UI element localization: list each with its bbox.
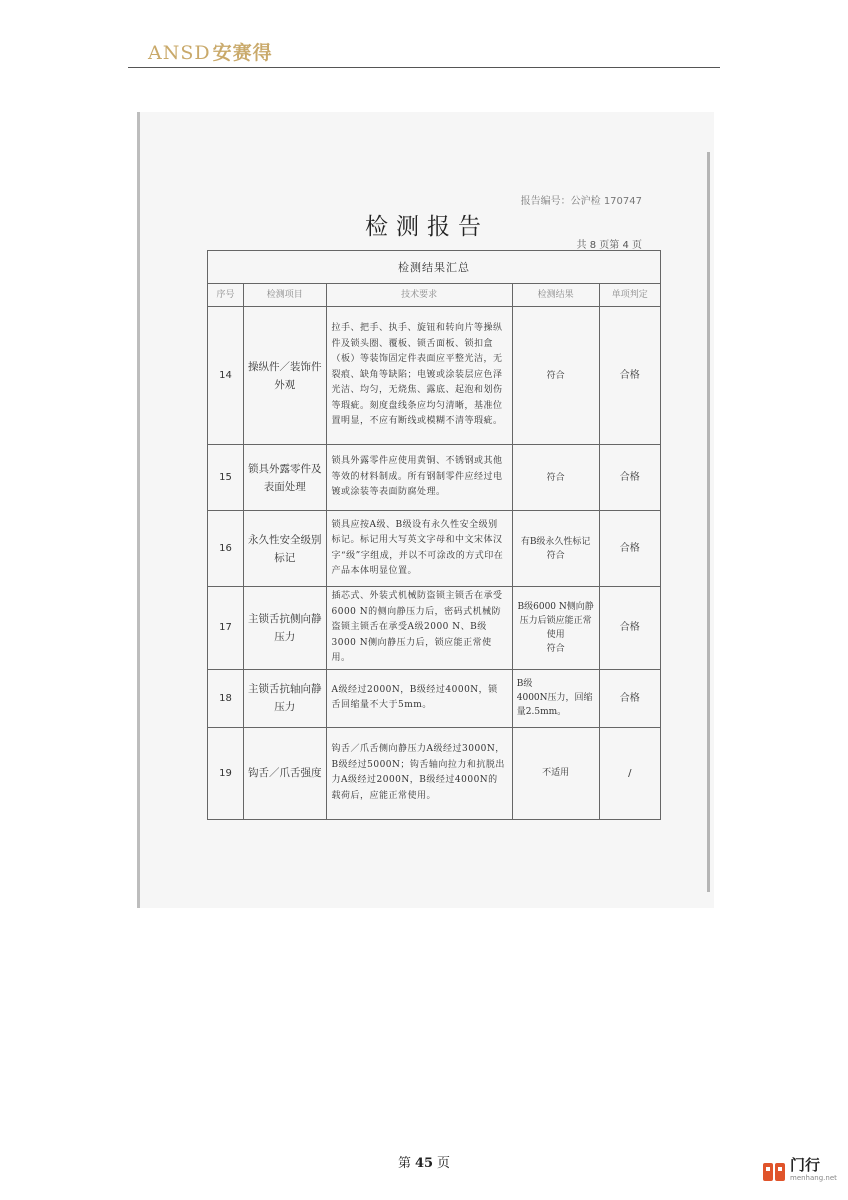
test-item: 主锁舌抗侧向静压力 — [243, 587, 326, 670]
report-title: 检测报告 — [365, 214, 489, 240]
brand-latin: ANSD — [148, 42, 211, 64]
table-row — [208, 669, 661, 727]
technical-requirement: 锁具应按A级、B级设有永久性安全级别标记。标记用大写英文字母和中文宋体汉字“级”字组成，并以不可涂改的方式印在产品本体明显位置。 — [326, 511, 512, 587]
footer-prefix: 第 — [397, 1156, 411, 1171]
verdict: 合格 — [599, 587, 660, 670]
table-header-row — [208, 284, 661, 307]
verdict: 合格 — [599, 669, 660, 727]
scanned-report-image — [137, 112, 714, 908]
row-number: 19 — [208, 727, 244, 819]
footer-suffix: 页 — [437, 1156, 451, 1171]
watermark-en: menhang.net — [790, 1174, 837, 1182]
column-header: 技术要求 — [326, 284, 512, 307]
technical-requirement: 拉手、把手、执手、旋钮和转向片等操纵件及锁头圈、覆板、锁舌面板、锁扣盒（板）等装饰固定件表面应平整光洁，无裂痕、缺角等缺陷；电镀或涂装层应色泽光洁、均匀，无烧焦、露底、起泡和划伤等瑕疵。刻度盘线条应均匀清晰，基准位置明显，不应有断线或模糊不清等瑕疵。 — [326, 307, 512, 445]
header-divider — [128, 67, 720, 68]
technical-requirement: 插芯式、外装式机械防盗锁主锁舌在承受6000 N的侧向静压力后，密码式机械防盗锁主锁舌在承受A级2000 N、B级3000 N侧向静压力后，锁应能正常使用。 — [326, 587, 512, 670]
test-item: 主锁舌抗轴向静压力 — [243, 669, 326, 727]
table-row — [208, 307, 661, 445]
page-count: 共 8 页第 4 页 — [576, 240, 642, 251]
test-item: 钩舌／爪舌强度 — [243, 727, 326, 819]
test-result: 符合 — [512, 445, 599, 511]
summary-title: 检测结果汇总 — [208, 251, 661, 284]
column-header: 检测项目 — [243, 284, 326, 307]
menhang-watermark — [762, 1158, 837, 1185]
row-number: 15 — [208, 445, 244, 511]
verdict: 合格 — [599, 445, 660, 511]
page-footer — [0, 1152, 848, 1171]
watermark-cn: 门行 — [790, 1156, 821, 1174]
row-number: 14 — [208, 307, 244, 445]
test-result: 符合 — [512, 307, 599, 445]
test-result: B级6000 N侧向静压力后锁应能正常使用 符合 — [512, 587, 599, 670]
test-result: 有B级永久性标记 符合 — [512, 511, 599, 587]
brand-chinese: 安赛得 — [212, 42, 273, 64]
test-result: B级 4000N压力，回缩量2.5mm。 — [512, 669, 599, 727]
column-header: 序号 — [208, 284, 244, 307]
test-item: 永久性安全级别标记 — [243, 511, 326, 587]
brand-logo — [148, 38, 273, 65]
results-table — [207, 250, 661, 820]
table-row — [208, 511, 661, 587]
menhang-logo-icon — [762, 1160, 786, 1184]
column-header: 检测结果 — [512, 284, 599, 307]
table-row — [208, 587, 661, 670]
row-number: 18 — [208, 669, 244, 727]
test-item: 操纵件／装饰件外观 — [243, 307, 326, 445]
technical-requirement: A级经过2000N，B级经过4000N，锁舌回缩量不大于5mm。 — [326, 669, 512, 727]
column-header: 单项判定 — [599, 284, 660, 307]
test-item: 锁具外露零件及表面处理 — [243, 445, 326, 511]
verdict: / — [599, 727, 660, 819]
row-number: 17 — [208, 587, 244, 670]
verdict: 合格 — [599, 307, 660, 445]
technical-requirement: 钩舌／爪舌侧向静压力A级经过3000N，B级经过5000N；钩舌轴向拉力和抗脱出力A级经过2000N，B级经过4000N的载荷后，应能正常使用。 — [326, 727, 512, 819]
report-number: 报告编号：公沪检 170747 — [520, 196, 642, 207]
technical-requirement: 锁具外露零件应使用黄铜、不锈钢或其他等效的材料制成。所有钢制零件应经过电镀或涂装等表面防腐处理。 — [326, 445, 512, 511]
table-row — [208, 445, 661, 511]
verdict: 合格 — [599, 511, 660, 587]
page-number: 45 — [414, 1156, 434, 1171]
scan-edge-shadow — [707, 152, 710, 892]
test-result: 不适用 — [512, 727, 599, 819]
row-number: 16 — [208, 511, 244, 587]
table-row — [208, 727, 661, 819]
